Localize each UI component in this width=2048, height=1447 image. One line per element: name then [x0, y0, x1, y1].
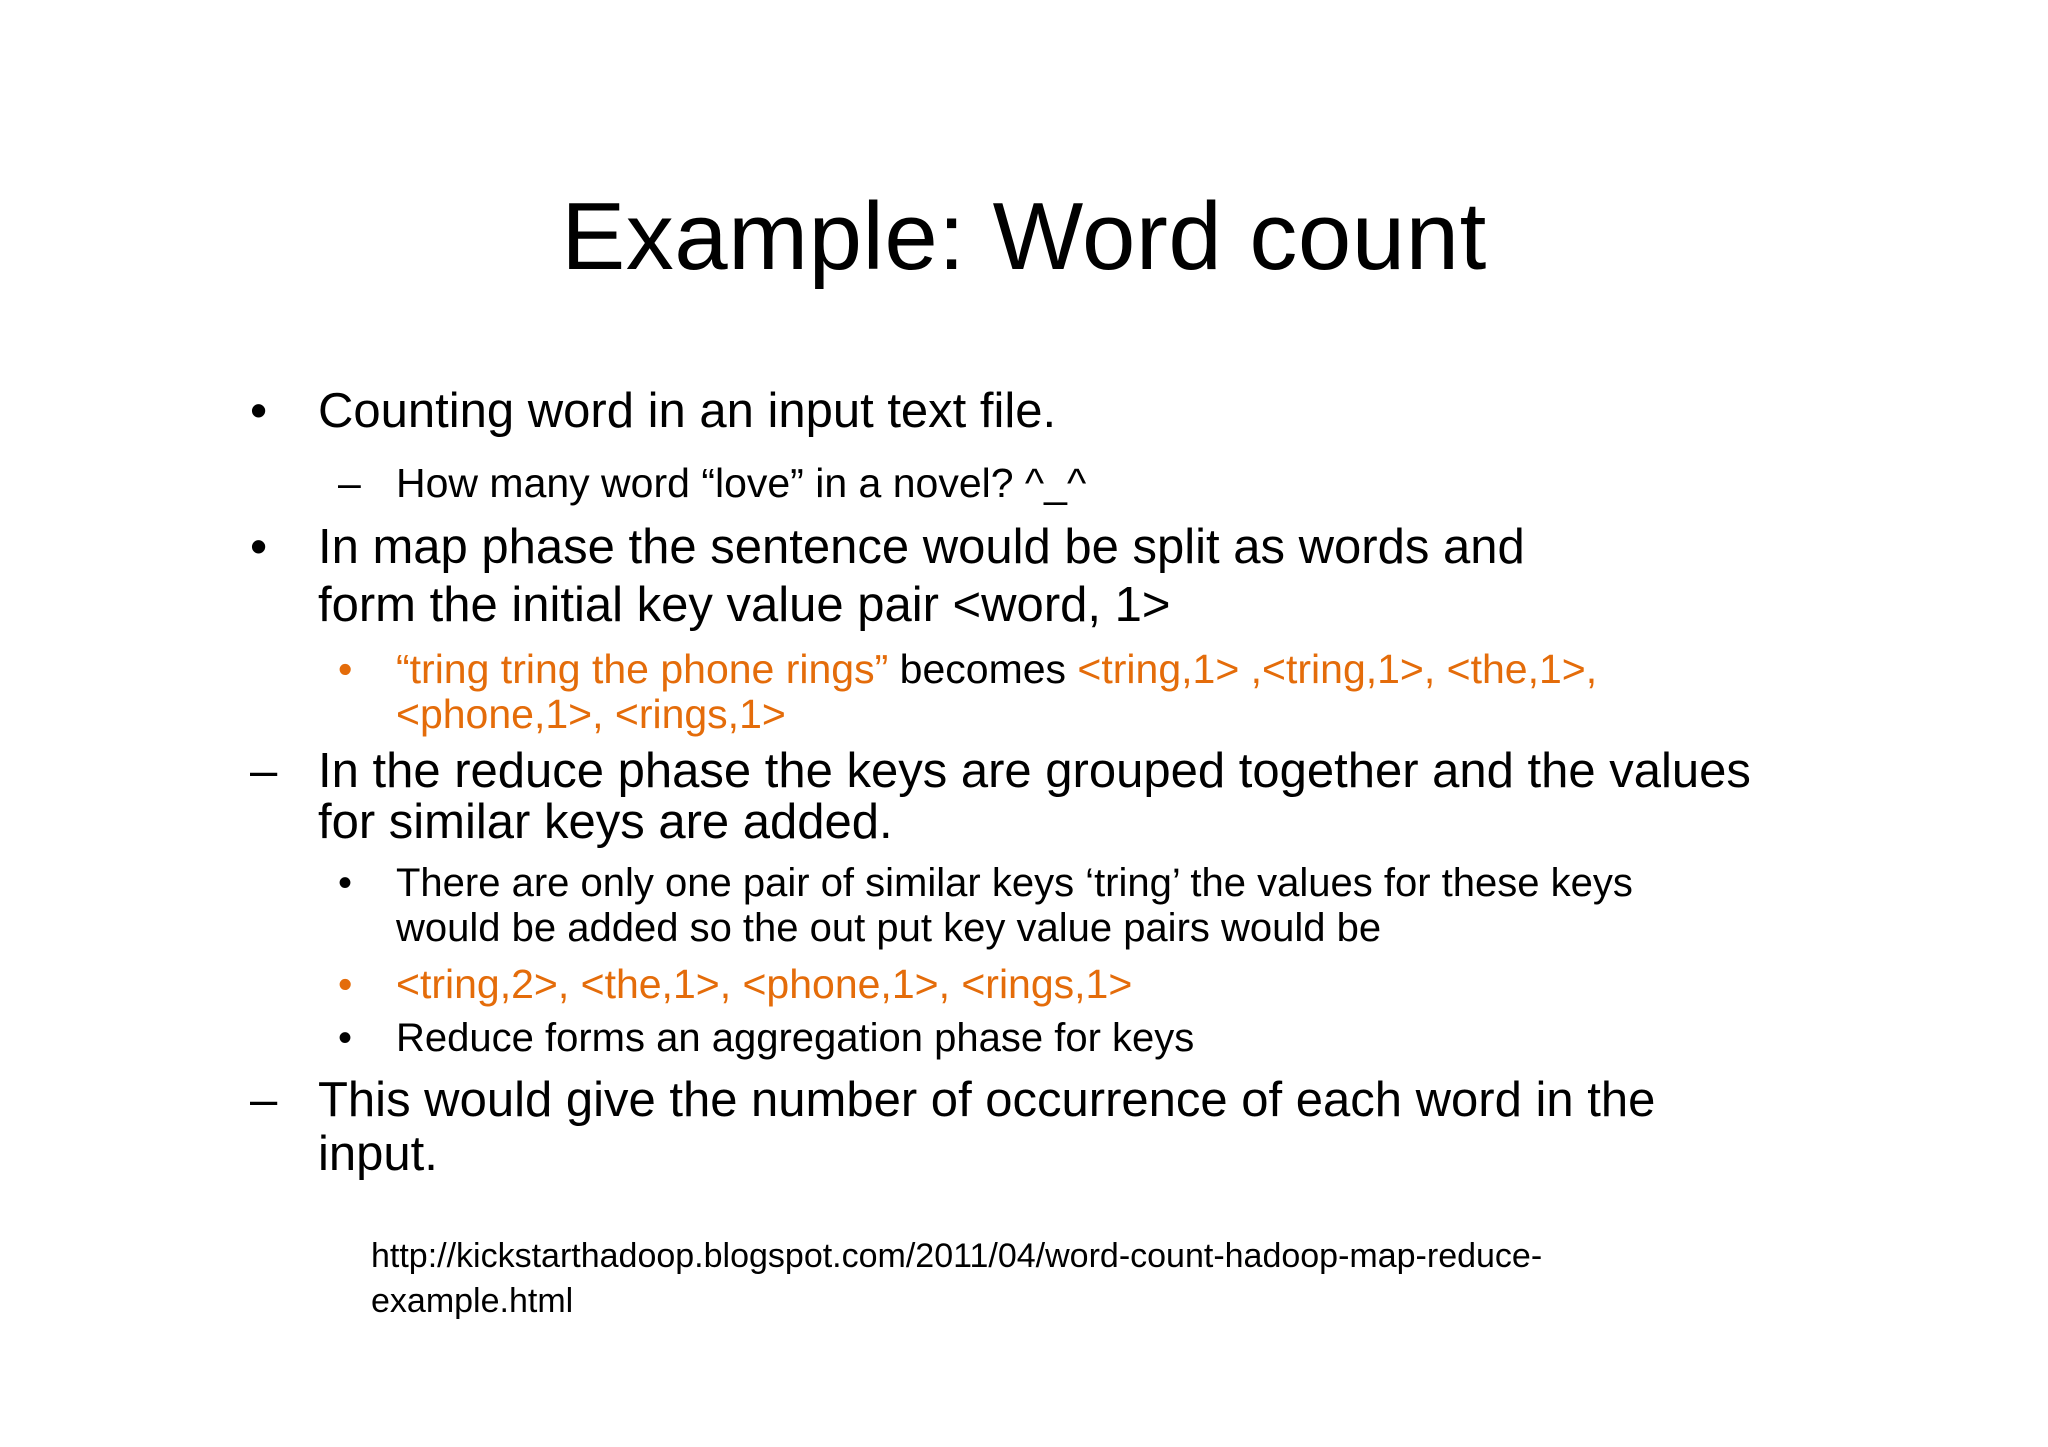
example-pairs-line1: <tring,1> ,<tring,1>, <the,1>, — [1077, 646, 1598, 692]
dash-text-line1: In the reduce phase the keys are grouped together and the values — [318, 744, 1751, 798]
sub-item-similar-keys — [338, 861, 1796, 951]
dash-text-line1: This would give the number of occurrence of each word in the — [318, 1073, 1656, 1127]
source-url — [371, 1234, 1542, 1324]
bullet-text: Counting word in an input text file. — [318, 384, 1057, 438]
bullet-map-phase — [250, 518, 1788, 634]
sub-item-aggregation — [338, 1016, 1796, 1061]
sub-item-map-example — [338, 646, 1796, 737]
reduce-output-text: <tring,2>, <the,1>, <phone,1>, <rings,1> — [396, 961, 1133, 1007]
source-url-line1: http://kickstarthadoop.blogspot.com/2011/04/word-count-hadoop-map-reduce- — [371, 1237, 1543, 1275]
sub-item-text: Reduce forms an aggregation phase for keys — [396, 1016, 1195, 1060]
sub-item-text-line2: would be added so the out put key value pairs would be — [396, 906, 1382, 950]
sub-item-reduce-output — [338, 961, 1796, 1007]
bullet-marker: • — [338, 861, 353, 905]
bullet-text-line1: In map phase the sentence would be split as words and — [318, 520, 1525, 574]
bullet-marker: • — [338, 961, 353, 1007]
dash-marker: – — [250, 1073, 278, 1127]
source-url-line2: example.html — [371, 1282, 574, 1320]
bullet-marker: • — [250, 384, 268, 438]
dash-reduce-phase — [250, 744, 1788, 849]
bullet-marker: • — [250, 520, 268, 574]
sub-item-text: How many word “love” in a novel? ^_^ — [396, 460, 1087, 506]
bullet-counting — [250, 382, 1788, 440]
dash-marker: – — [338, 460, 361, 506]
bullet-marker: • — [338, 646, 353, 692]
bullet-marker: • — [338, 1016, 353, 1060]
dash-text-line2: for similar keys are added. — [318, 795, 893, 849]
dash-text-line2: input. — [318, 1127, 438, 1181]
slide-title: Example: Word count — [561, 183, 1487, 290]
becomes-text: becomes — [888, 646, 1078, 692]
dash-marker: – — [250, 744, 278, 798]
sub-item-love-question — [338, 458, 1796, 508]
example-pairs-line2: <phone,1>, <rings,1> — [396, 691, 786, 737]
sub-item-text-line1: There are only one pair of similar keys ‘tring’ the values for these keys — [396, 861, 1633, 905]
example-sentence: “tring tring the phone rings” — [396, 646, 889, 692]
bullet-text-line2: form the initial key value pair <word, 1> — [318, 578, 1171, 632]
dash-result — [250, 1073, 1788, 1181]
